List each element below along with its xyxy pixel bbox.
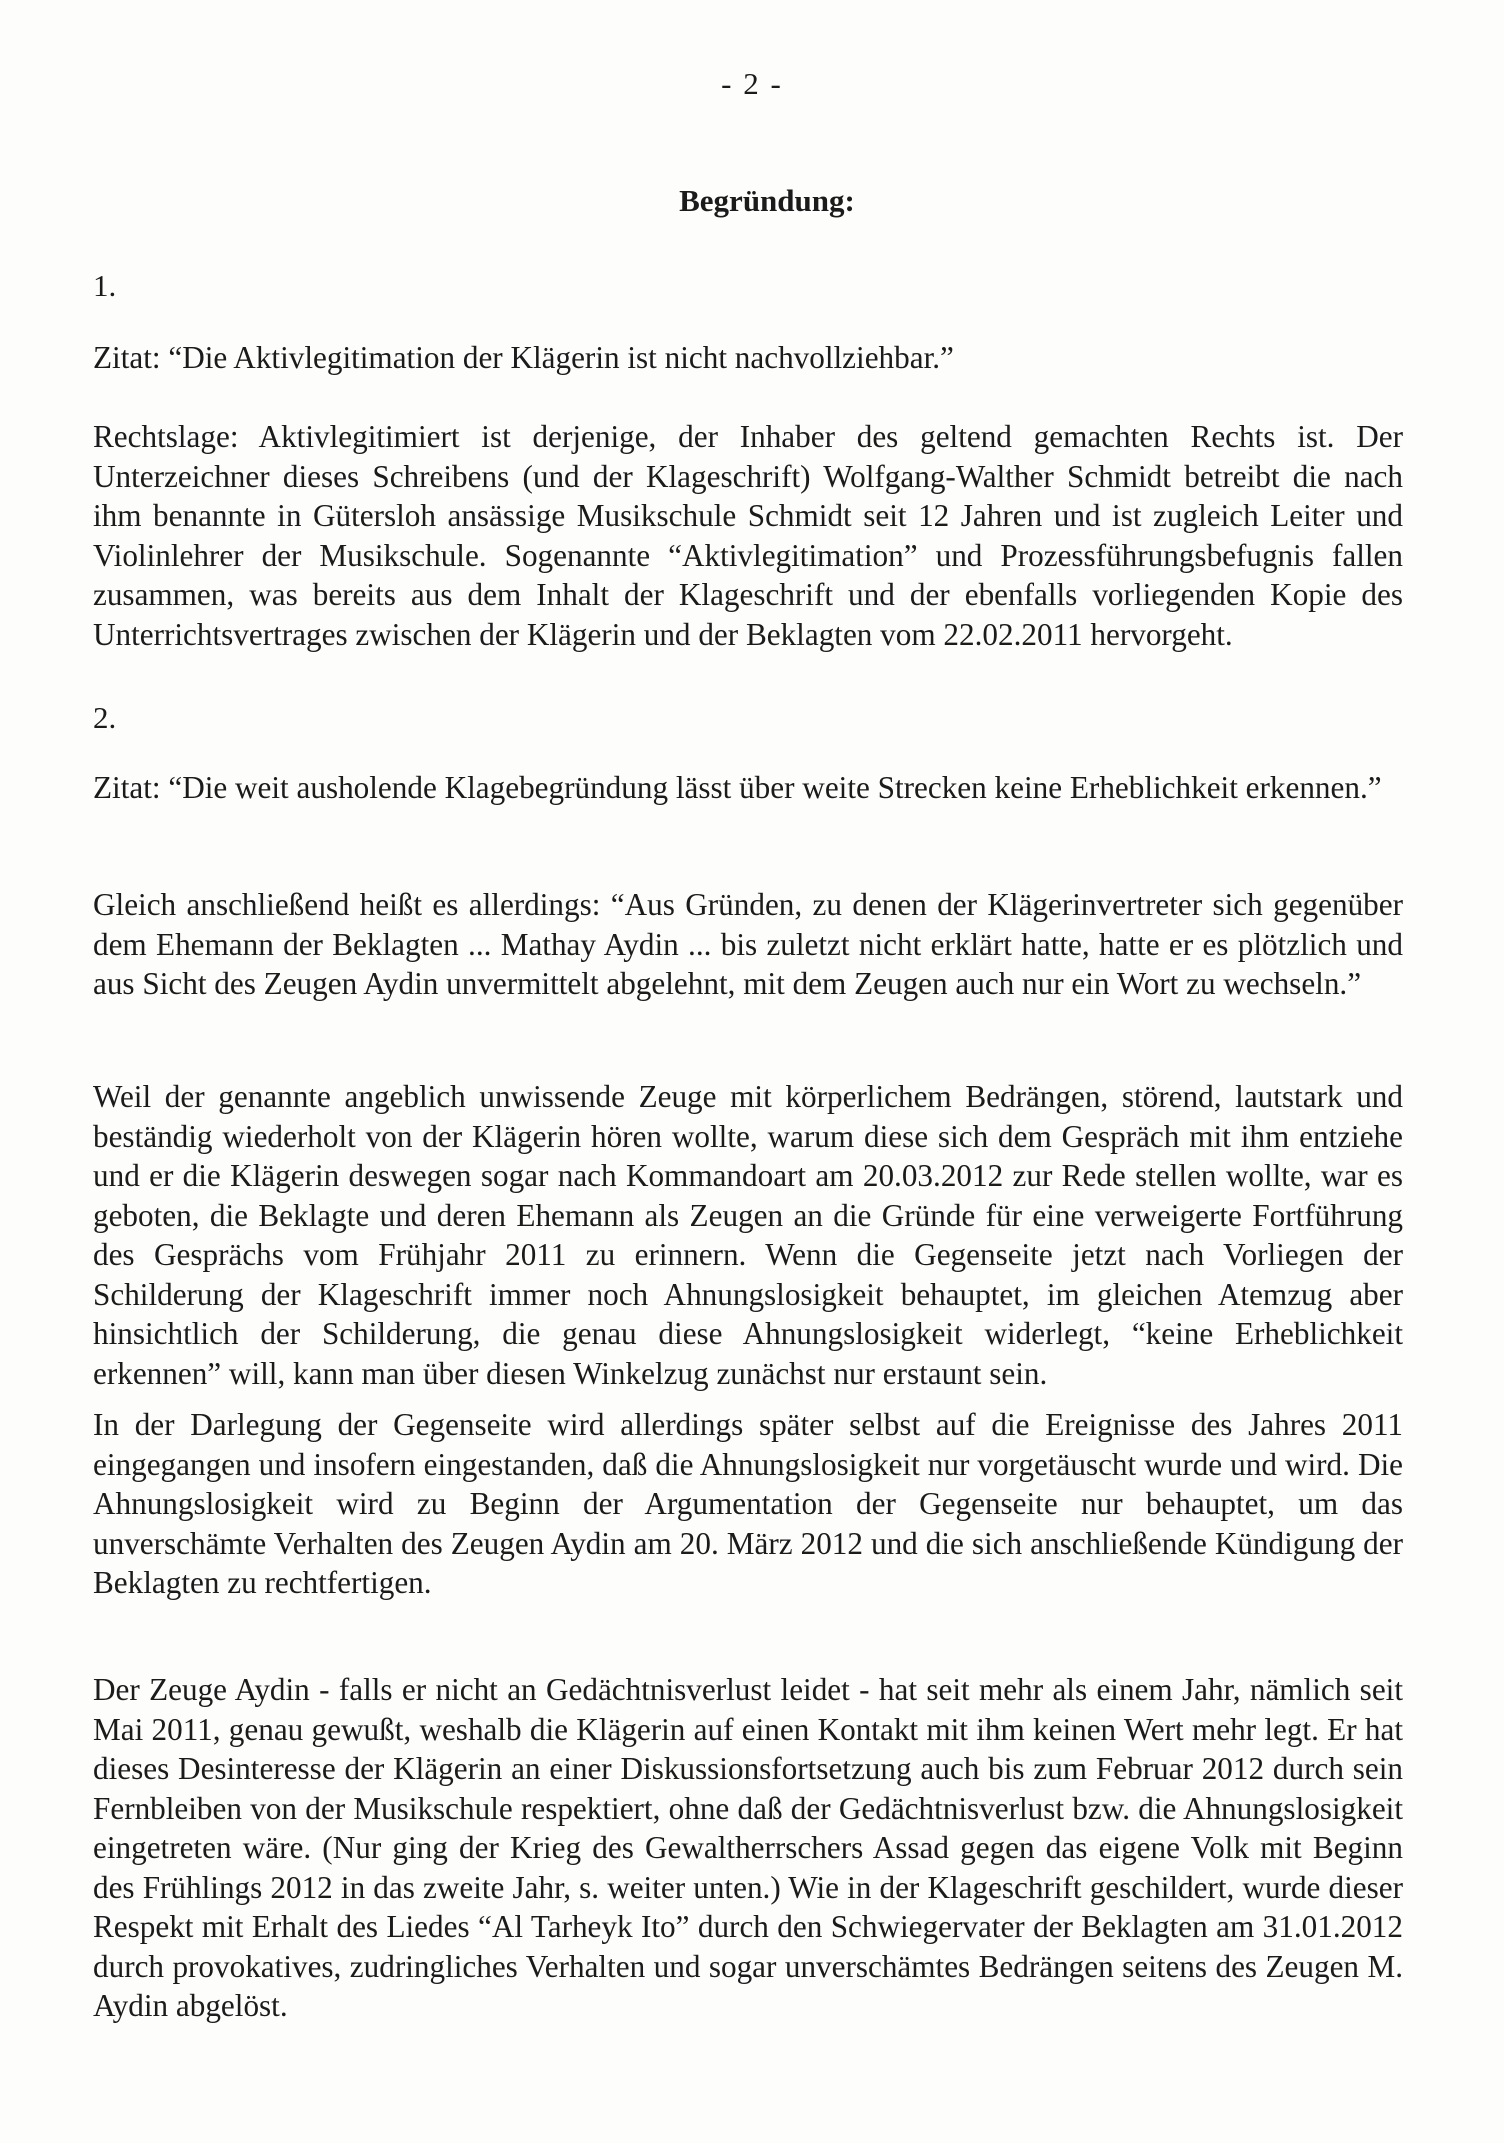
section-2-paragraph-2: Weil der genannte angeblich unwissende Zeuge mit körperlichem Bedrängen, störend, lautstark und beständig wiederholt von der Klägerin hören wollte, warum diese sich dem Gespräch mit ihm entziehe und er die Klägerin deswegen sogar nach Kommandoart am 20.03.2012 zur Rede stellen wollte, war es geboten, die Beklagte und deren Ehemann als Zeugen an die Gründe für eine verweigerte Fortführung des Gesprächs vom Frühjahr 2011 zu erinnern. Wenn die Gegenseite jetzt nach Vorliegen der Schilderung der Klageschrift immer noch Ahnungslosigkeit behauptet, im gleichen Atemzug aber hinsichtlich der Schilderung, die genau diese Ahnungslosigkeit widerlegt, “keine Erheblichkeit erkennen” will, kann man über diesen Winkelzug zunächst nur erstaunt sein. [93, 1079, 1403, 1391]
section-1-paragraph: Rechtslage: Aktivlegitimiert ist derjenige, der Inhaber des geltend gemachten Rechts ist. Der Unterzeichner dieses Schreibens (und der Klageschrift) Wolfgang-Walther Schmidt betreibt die nach ihm benannte in Gütersloh ansässige Musikschule Schmidt seit 12 Jahren und ist zugleich Leiter und Violinlehrer der Musikschule. Sogenannte “Aktivlegitimation” und Prozessführungsbefugnis fallen zusammen, was bereits aus dem Inhalt der Klageschrift und der ebenfalls vorliegenden Kopie des Unterrichtsvertrages zwischen der Klägerin und der Beklagten vom 22.02.2011 hervorgeht. [93, 419, 1403, 652]
section-2-paragraph-4: Der Zeuge Aydin - falls er nicht an Gedächtnisverlust leidet - hat seit mehr als einem Jahr, nämlich seit Mai 2011, genau gewußt, weshalb die Klägerin auf einen Kontakt mit ihm keinen Wert mehr legt. Er hat dieses Desinteresse der Klägerin an einer Diskussionsfortsetzung auch bis zum Februar 2012 durch sein Fernbleiben von der Musikschule respektiert, ohne daß der Gedächtnisverlust bzw. die Ahnungslosigkeit eingetreten wäre. (Nur ging der Krieg des Gewaltherrschers Assad gegen das eigene Volk mit Beginn des Frühlings 2012 in das zweite Jahr, s. weiter unten.) Wie in der Klageschrift geschildert, wurde dieser Respekt mit Erhalt des Liedes “Al Tarheyk Ito” durch den Schwiegervater der Beklagten am 31.01.2012 durch provokatives, zudringliches Verhalten und sogar unverschämtes Bedrängen seitens des Zeugen M. Aydin abgelöst. [93, 1672, 1403, 2023]
section-2-paragraph-3: In der Darlegung der Gegenseite wird allerdings später selbst auf die Ereignisse des Jahres 2011 eingegangen und insofern eingestanden, daß die Ahnungslosigkeit nur vorgetäuscht wurde und wird. Die Ahnungslosigkeit wird zu Beginn der Argumentation der Gegenseite nur behauptet, um das unverschämte Verhalten des Zeugen Aydin am 20. März 2012 und die sich anschließende Kündigung der Beklagten zu rechtfertigen. [93, 1407, 1403, 1600]
section-heading: Begründung: [679, 183, 855, 218]
section-2-quote: Zitat: “Die weit ausholende Klagebegründung lässt über weite Strecken keine Erheblichkeit erkennen.” [93, 770, 1382, 805]
page-number: - 2 - [721, 66, 783, 101]
section-2-paragraph-1: Gleich anschließend heißt es allerdings: “Aus Gründen, zu denen der Klägerinvertreter sich gegenüber dem Ehemann der Beklagten ... Mathay Aydin ... bis zuletzt nicht erklärt hatte, hatte er es plötzlich und aus Sicht des Zeugen Aydin unvermittelt abgelehnt, mit dem Zeugen auch nur ein Wort zu wechseln.” [93, 887, 1403, 1001]
section-1-number: 1. [93, 268, 117, 303]
section-1-quote: Zitat: “Die Aktivlegitimation der Klägerin ist nicht nachvollziehbar.” [93, 340, 954, 375]
section-2-number: 2. [93, 700, 117, 735]
